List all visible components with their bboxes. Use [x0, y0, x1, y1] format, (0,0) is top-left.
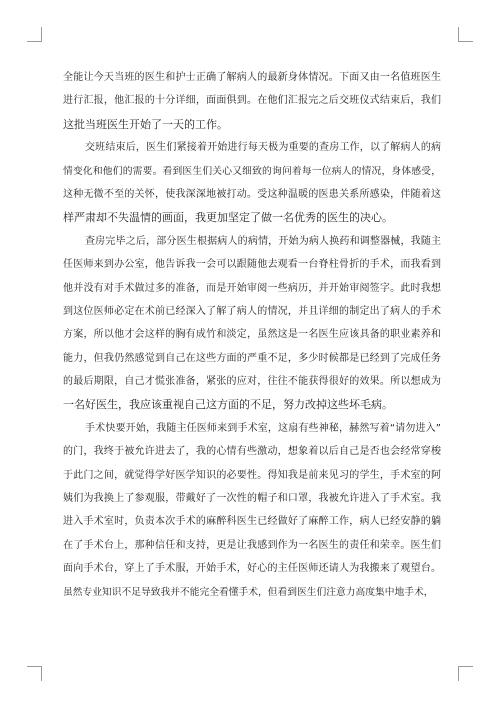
body-text — [63, 66, 441, 604]
text-line: 姨们为我换上了参观服，带戴好了一次性的帽子和口罩，我被允许进入了手术室。我 — [63, 493, 442, 505]
text-line: 面向手术台，穿上了手术服，开始手术，好心的主任医师还请人为我搬来了观望台。 — [63, 563, 442, 575]
text-line: 进入手术室时，负责本次手术的麻醉科医生已经做好了麻醉工作，病人已经安静的躺 — [63, 516, 442, 528]
text-line: 的最后期限，自己才慌张准备，紧张的应对，往往不能获得很好的效果。所以想成为 — [63, 376, 442, 388]
text-line: 进行汇报，他汇报的十分详细，面面俱到。在他们汇报完之后交班仪式结束后，我们 — [63, 95, 442, 107]
text-line: 全能让今天当班的医生和护士正确了解病人的最新身体情况。下面又由一名值班医生 — [63, 72, 442, 83]
text-line: 一名好医生，我应该重视自己这方面的不足，努力改掉这些坏毛病。 — [63, 398, 393, 412]
text-line: 的门，我终于被允许进去了，我的心情有些激动，想象着以后自己是否也会经常穿梭 — [63, 446, 442, 458]
crop-mark-bottom-left — [27, 666, 42, 681]
text-line: 于此门之间，就觉得学好医学知识的必要性。得知我是前来见习的学生，手术室的阿 — [63, 469, 442, 481]
text-line: 任医师来到办公室，他告诉我一会可以跟随他去观看一台脊柱骨折的手术，而我看到 — [63, 259, 442, 271]
crop-mark-top-right — [458, 27, 473, 42]
crop-mark-top-left — [27, 27, 42, 42]
text-line: 他并没有对手术做过多的准备，而是开始审阅一些病历，并开始审阅签字。此时我想 — [63, 282, 442, 294]
text-line: 查房完毕之后，部分医生根据病人的病情，开始为病人换药和调整器械，我随主 — [85, 235, 442, 247]
text-line: 能力，但我仍然感觉到自己在这些方面的严重不足，多少时候都是已经到了完成任务 — [63, 352, 442, 364]
text-line: 在了手术台上，那种信任和支持，更是让我感到作为一名医生的责任和荣幸。医生们 — [63, 539, 442, 551]
text-line: 方案，所以他才会这样的胸有成竹和淡定，虽然这是一名医生应该具备的职业素养和 — [63, 329, 442, 341]
text-line: 虽然专业知识不足导致我并不能完全看懂手术，但看到医生们注意力高度集中地手术， — [63, 586, 434, 598]
crop-mark-bottom-right — [458, 666, 473, 681]
text-line: 情变化和他们的需要。看到医生们关心又细致的询问着每一位病人的情况，身体感受， — [63, 165, 442, 177]
text-line: 这种无微不至的关怀，使我深深地被打动。受这种温暖的医患关系所感染，伴随着这 — [63, 188, 442, 200]
text-line: 手术快要开始，我随主任医师来到手术室，这扇有些神秘，赫然写着“请勿进入” — [85, 422, 442, 434]
text-line: 这批当班医生开始了一天的工作。 — [63, 117, 228, 131]
text-line: 交班结束后，医生们紧接着开始进行每天极为重要的查房工作，以了解病人的病 — [85, 142, 442, 154]
text-line: 样严肃却不失温情的画面，我更加坚定了做一名优秀的医生的决心。 — [63, 211, 393, 225]
text-line: 到这位医师必定在术前已经深入了解了病人的情况，并且详细的制定出了病人的手术 — [63, 305, 442, 317]
